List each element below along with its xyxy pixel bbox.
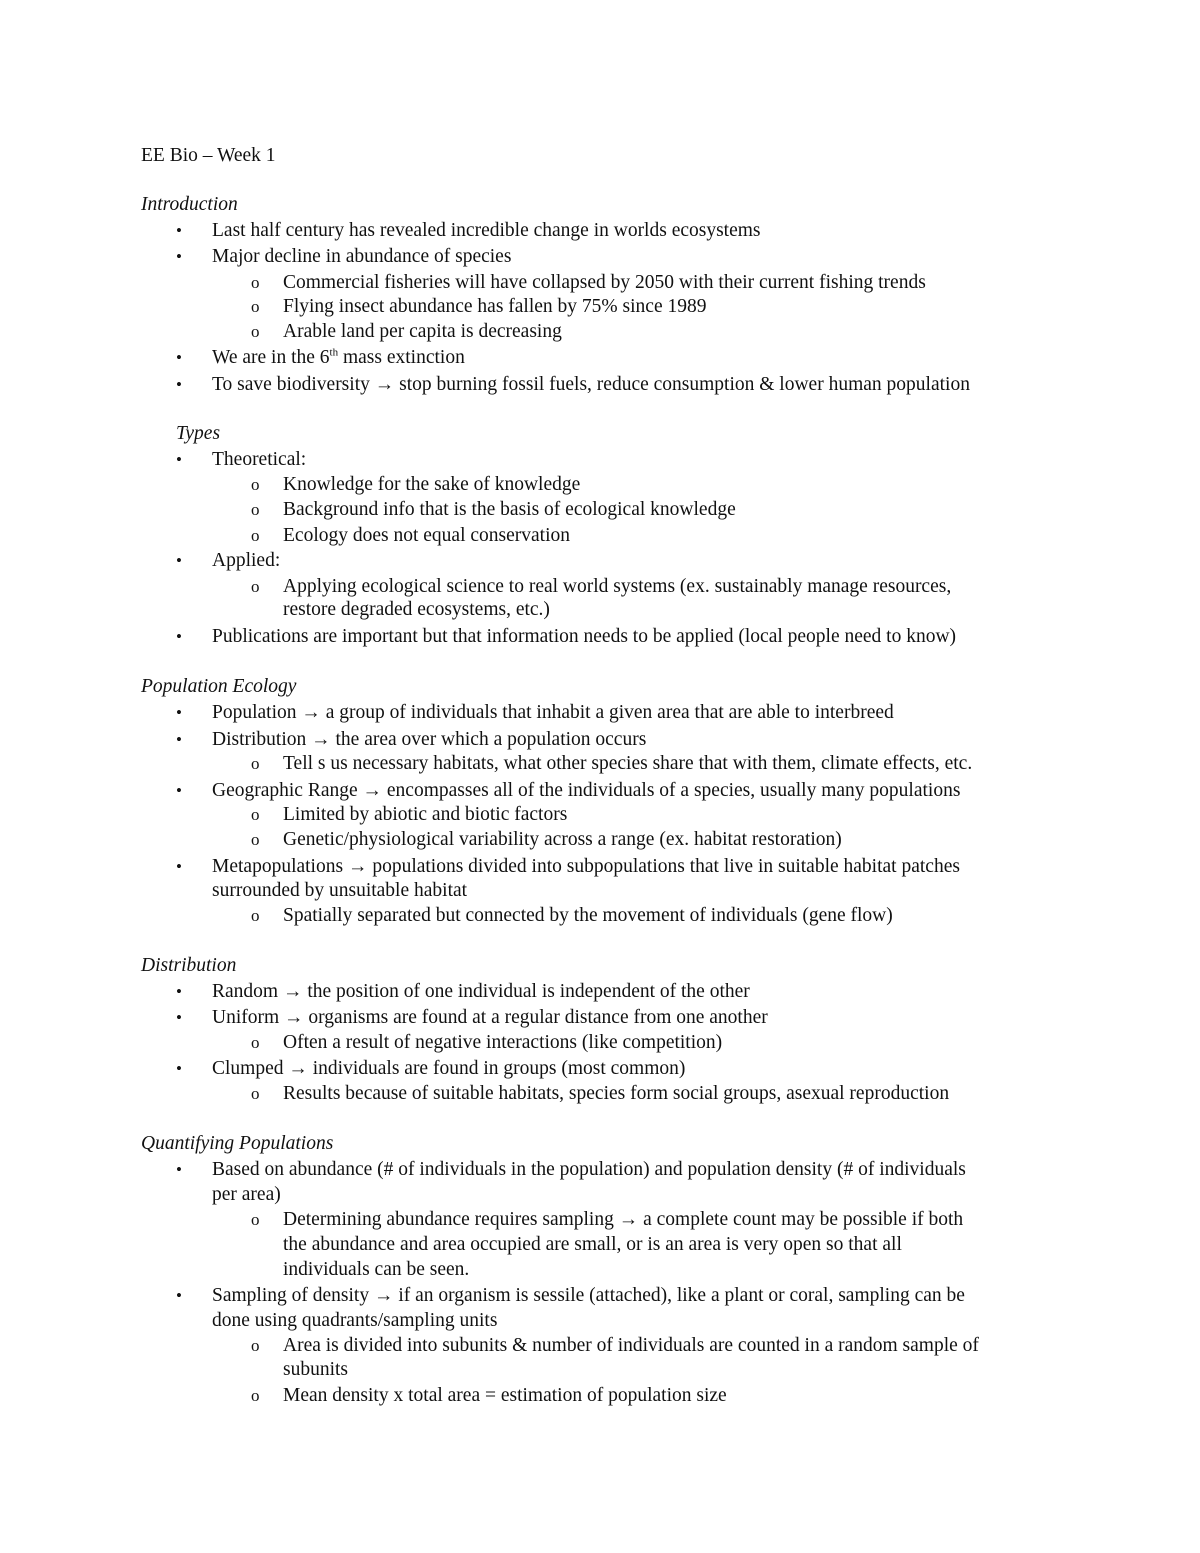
bullet-marker: • [176, 247, 182, 266]
sub-bullet-marker: o [251, 830, 260, 849]
bullet-marker: • [176, 627, 182, 646]
quant-sub-bullet-1-line-3: individuals can be seen. [283, 1259, 470, 1280]
bullet-marker: • [176, 1160, 182, 1179]
sub-bullet-marker: o [251, 577, 260, 596]
types-bullet-3: Publications are important but that information needs to be applied (local people need to know) [212, 626, 957, 647]
bullet-marker: • [176, 1059, 182, 1078]
sub-bullet-marker: o [251, 906, 260, 925]
bullet-marker: • [176, 781, 182, 800]
sub-bullet-marker: o [251, 754, 260, 773]
popeco-sub-bullet-1: Tell s us necessary habitats, what other species share that with them, climate effects, etc. [283, 753, 973, 774]
quant-sub-bullet-3: Mean density x total area = estimation of population size [283, 1385, 727, 1406]
sub-bullet-marker: o [251, 273, 260, 292]
dist-bullet-3: Clumped → individuals are found in groups (most common) [212, 1058, 686, 1079]
bullet-marker: • [176, 450, 182, 469]
intro-bullet-3: We are in the 6th mass extinction [212, 346, 465, 368]
quant-sub-bullet-2-line-1: Area is divided into subunits & number of individuals are counted in a random sample of [283, 1335, 979, 1356]
popeco-sub-bullet-2: Limited by abiotic and biotic factors [283, 804, 568, 825]
bullet-marker: • [176, 221, 182, 240]
quant-sub-bullet-1-line-1: Determining abundance requires sampling → a complete count may be possible if both [283, 1209, 964, 1230]
popeco-bullet-1: Population → a group of individuals that inhabit a given area that are able to interbreed [212, 702, 894, 723]
types-bullet-1: Theoretical: [212, 449, 307, 470]
sub-bullet-marker: o [251, 322, 260, 341]
types-sub-bullet-2: Background info that is the basis of ecological knowledge [283, 499, 736, 520]
types-sub-bullet-3: Ecology does not equal conservation [283, 525, 571, 546]
quant-sub-bullet-2-line-2: subunits [283, 1359, 349, 1380]
popeco-sub-bullet-3: Genetic/physiological variability across a range (ex. habitat restoration) [283, 829, 842, 850]
bullet-marker: • [176, 375, 182, 394]
popeco-bullet-2: Distribution → the area over which a population occurs [212, 729, 647, 750]
intro-bullet-2: Major decline in abundance of species [212, 246, 512, 267]
heading-population-ecology: Population Ecology [141, 676, 297, 697]
bullet-marker: • [176, 1286, 182, 1305]
intro-bullet-4: To save biodiversity → stop burning fossil fuels, reduce consumption & lower human population [212, 374, 970, 395]
types-sub-bullet-1: Knowledge for the sake of knowledge [283, 474, 581, 495]
heading-distribution: Distribution [141, 955, 237, 976]
sub-bullet-marker: o [251, 500, 260, 519]
quant-bullet-2-line-1: Sampling of density → if an organism is sessile (attached), like a plant or coral, sampling can be [212, 1285, 965, 1306]
intro-sub-bullet-2: Flying insect abundance has fallen by 75% since 1989 [283, 296, 707, 317]
sub-bullet-marker: o [251, 805, 260, 824]
dist-sub-bullet-1: Often a result of negative interactions (like competition) [283, 1032, 723, 1053]
types-sub-bullet-4-line-1: Applying ecological science to real world systems (ex. sustainably manage resources, [283, 576, 952, 597]
intro-bullet-1: Last half century has revealed incredible change in worlds ecosystems [212, 220, 761, 241]
sub-bullet-marker: o [251, 1033, 260, 1052]
document-title: EE Bio – Week 1 [141, 145, 276, 166]
sub-bullet-marker: o [251, 297, 260, 316]
bullet-marker: • [176, 982, 182, 1001]
intro-sub-bullet-3: Arable land per capita is decreasing [283, 321, 562, 342]
bullet-marker: • [176, 551, 182, 570]
heading-introduction: Introduction [141, 194, 238, 215]
dist-sub-bullet-2: Results because of suitable habitats, species form social groups, asexual reproduction [283, 1083, 950, 1104]
dist-bullet-2: Uniform → organisms are found at a regular distance from one another [212, 1007, 768, 1028]
popeco-bullet-3: Geographic Range → encompasses all of the individuals of a species, usually many populations [212, 780, 961, 801]
sub-bullet-marker: o [251, 1386, 260, 1405]
types-bullet-2: Applied: [212, 550, 281, 571]
quant-bullet-1-line-2: per area) [212, 1184, 281, 1205]
intro-sub-bullet-1: Commercial fisheries will have collapsed by 2050 with their current fishing trends [283, 272, 926, 293]
bullet-marker: • [176, 730, 182, 749]
sub-bullet-marker: o [251, 475, 260, 494]
bullet-marker: • [176, 1008, 182, 1027]
bullet-marker: • [176, 703, 182, 722]
sub-bullet-marker: o [251, 1084, 260, 1103]
sub-bullet-marker: o [251, 526, 260, 545]
heading-quantifying-populations: Quantifying Populations [141, 1133, 334, 1154]
bullet-marker: • [176, 857, 182, 876]
heading-types: Types [176, 423, 221, 444]
quant-bullet-2-line-2: done using quadrants/sampling units [212, 1310, 498, 1331]
quant-sub-bullet-1-line-2: the abundance and area occupied are small, or is an area is very open so that all [283, 1234, 902, 1255]
dist-bullet-1: Random → the position of one individual is independent of the other [212, 981, 750, 1002]
popeco-sub-bullet-4: Spatially separated but connected by the movement of individuals (gene flow) [283, 905, 893, 926]
bullet-marker: • [176, 348, 182, 367]
popeco-bullet-4-line-2: surrounded by unsuitable habitat [212, 880, 468, 901]
sub-bullet-marker: o [251, 1336, 260, 1355]
sub-bullet-marker: o [251, 1210, 260, 1229]
quant-bullet-1-line-1: Based on abundance (# of individuals in the population) and population density (# of individuals [212, 1159, 966, 1180]
types-sub-bullet-4-line-2: restore degraded ecosystems, etc.) [283, 599, 550, 620]
popeco-bullet-4-line-1: Metapopulations → populations divided into subpopulations that live in suitable habitat patches [212, 856, 960, 877]
